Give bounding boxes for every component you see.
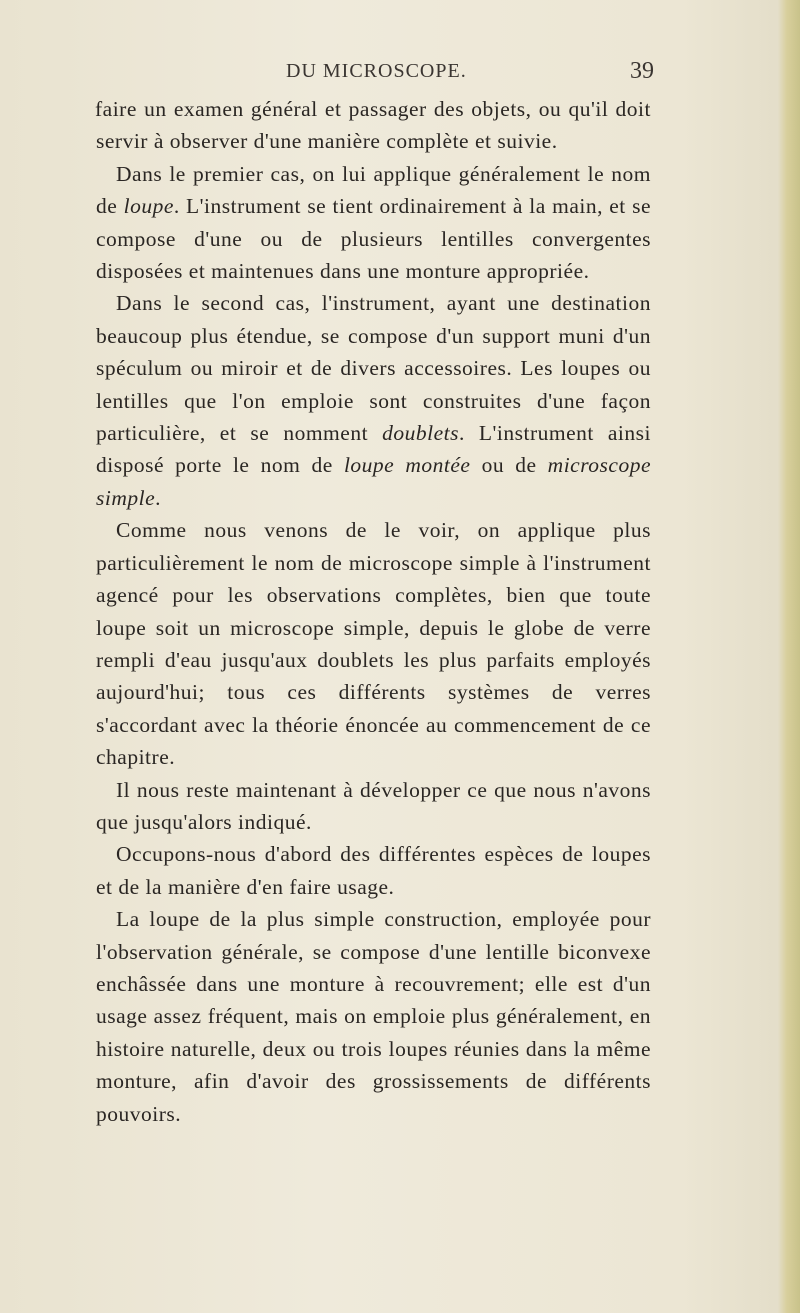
- paragraph-1: [96, 93, 651, 158]
- term-loupe: loupe: [123, 194, 174, 219]
- text-segment: Dans le second cas, l'instrument, ayant une destination beaucoup plus étendue, se compose d'un support muni d'un spéculum ou miroir et de divers accessoires. Les loupes ou lentilles que l'on emploie sont construites d'une façon particulière, et se nomment: [96, 291, 651, 446]
- text-segment: Comme nous venons de le voir, on applique plus particulièrement le nom de microscope simple à l'instrument agencé pour les observations complètes, bien que toute loupe soit un microscope simple, depuis le globe de verre rempli d'eau jusqu'aux doublets les plus parfaits employés aujourd'hui; tous ces différents systèmes de verres s'accordant avec la théorie énoncée au commencement de ce chapitre.: [96, 518, 651, 770]
- term-loupe-montee: loupe montée: [343, 453, 471, 478]
- paragraph-7: [96, 903, 651, 1130]
- paragraph-5: [96, 774, 651, 839]
- paragraph-6: [96, 838, 651, 903]
- text-segment: .: [155, 485, 162, 510]
- page-number: 39: [630, 58, 654, 84]
- text-segment: . L'instrument se tient ordinairement à la main, et se compose d'une ou de plusieurs lentilles convergentes disposées et maintenues dans une monture appropriée.: [96, 194, 651, 284]
- text-segment: Il nous reste maintenant à développer ce que nous n'avons que jusqu'alors indiqué.: [96, 777, 651, 834]
- text-segment: Occupons-nous d'abord des différentes espèces de loupes et de la manière d'en faire usage.: [96, 842, 651, 899]
- paragraph-4: [96, 514, 651, 773]
- term-doublets: doublets: [382, 421, 459, 446]
- paragraph-3: [96, 287, 651, 514]
- page-header: [96, 60, 656, 90]
- text-segment: faire un examen général et passager des objets, ou qu'il doit servir à observer d'une manière complète et suivie.: [95, 97, 651, 154]
- page-edge: [778, 0, 800, 1313]
- running-title: DU MICROSCOPE.: [286, 60, 467, 82]
- term-microscope-simple: microscope simple: [96, 453, 651, 510]
- paragraph-2: [96, 158, 651, 288]
- text-segment: La loupe de la plus simple construction, employée pour l'observation générale, se compose d'une lentille biconvexe enchâssée dans une monture à recouvrement; elle est d'un usage assez fréquent, mais on emploie plus généralement, en histoire naturelle, deux ou trois loupes réunies dans la même monture, afin d'avoir des grossissements de différents pouvoirs.: [96, 907, 651, 1126]
- text-segment: ou de: [470, 453, 548, 478]
- text-segment: . L'instrument ainsi disposé porte le nom de: [96, 421, 651, 478]
- body-text: [96, 93, 651, 1130]
- text-segment: Dans le premier cas, on lui applique généralement le nom de: [96, 161, 651, 219]
